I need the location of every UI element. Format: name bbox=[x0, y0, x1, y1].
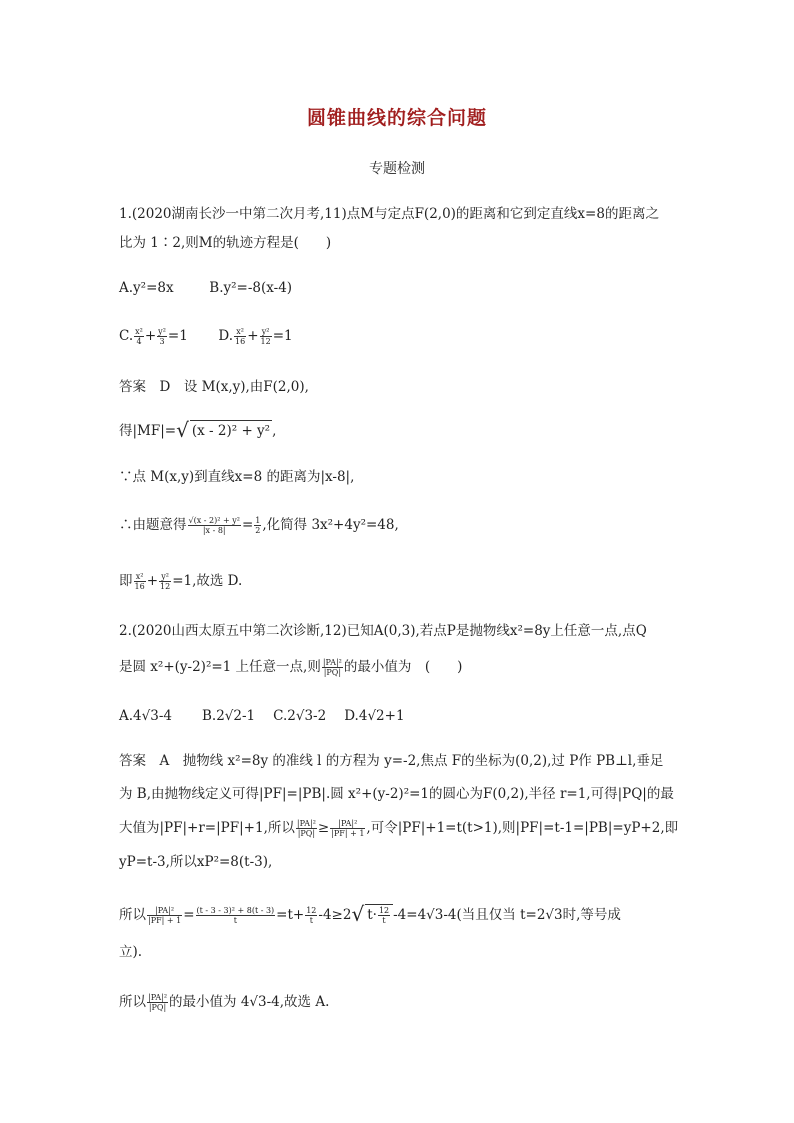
q1-option-c: C. $\frac{\text{x²}}{4}$ + $\frac{\text{y²}}{3}$ =1 bbox=[119, 327, 188, 346]
q1-line1: 1.(2020湖南长沙一中第二次月考,11)点M与定点F(2,0)的距离和它到定直线x=8的距离之 bbox=[119, 206, 659, 222]
q1-option-d: D. $\frac{\text{x²}}{16}$ + $\frac{\text{y²}}{12}$ =1 bbox=[218, 327, 293, 346]
q1-answer-line5: 即 $\frac{\text{x²}}{16}$ + $\frac{\text{y²}}{12}$ =1,故选 D. bbox=[119, 572, 243, 591]
q2-answer-line6: 立). bbox=[119, 944, 143, 960]
q1-answer-line1: 答案 D 设 M(x,y),由F(2,0), bbox=[119, 379, 309, 395]
q2-answer-line7: 所以 $\frac{\text{|PA|²}}{|PQ|}$ 的最小值为 4√3-4,故选 A. bbox=[119, 993, 330, 1012]
q1-options-cd bbox=[119, 326, 293, 346]
q1-answer-line2: 得|MF|=√ (x - 2)² + y² , bbox=[119, 418, 277, 442]
q2-option-d: D.4√2+1 bbox=[344, 708, 405, 724]
q2-answer-line5: 所以 $\frac{\text{|PA|²}}{|PF| + 1}$ = $\frac{\text{(t - 3 - 3)² + 8(t - 3)}}{t}$ =t+ $\frac{12}{t}$ -4≥2√ t· $\frac{12}{t}$ -4=4√3-4(当且仅当 t=2√3时,等号成 bbox=[119, 902, 621, 926]
page-title: 圆锥曲线的综合问题 bbox=[306, 107, 487, 129]
q2-line1: 2.(2020山西太原五中第二次诊断,12)已知A(0,3),若点P是抛物线x²=8y上任意一点,点Q bbox=[119, 623, 647, 639]
q2-option-c: C.2√3-2 bbox=[273, 708, 327, 724]
page-subtitle: 专题检测 bbox=[369, 161, 425, 177]
q2-line2: 是圆 x²+(y-2)²=1 上任意一点,则 $\frac{\text{|PA|²}}{|PQ|}$ 的最小值为 ( ) bbox=[119, 658, 463, 677]
q1-line2: 比为 1∶2,则M的轨迹方程是( ) bbox=[119, 235, 332, 251]
q2-answer-line4: yP=t-3,所以xP²=8(t-3), bbox=[119, 854, 273, 870]
q2-option-a: A.4√3-4 bbox=[119, 708, 172, 724]
q2-options bbox=[119, 706, 435, 726]
q1-option-a: A.y²=8x bbox=[119, 280, 174, 296]
q1-options-ab bbox=[119, 278, 292, 298]
q2-answer-line2: 为 B,由抛物线定义可得|PF|=|PB|.圆 x²+(y-2)²=1的圆心为F(0,2),半径 r=1,可得|PQ|的最 bbox=[119, 786, 674, 802]
q1-answer-line3: ∵点 M(x,y)到直线x=8 的距离为|x-8|, bbox=[119, 469, 355, 485]
q2-option-b: B.2√2-1 bbox=[201, 708, 256, 724]
q2-answer-line3: 大值为|PF|+r=|PF|+1,所以 $\frac{\text{|PA|²}}{|PQ|}$ ≥ $\frac{\text{|PA|²}}{|PF| + 1}$ ,可令|PF|+1=t(t>1),则|PF|=t-1=|PB|=yP+2,即 bbox=[119, 819, 679, 838]
q1-option-b: B.y²=-8(x-4) bbox=[209, 280, 293, 296]
q2-answer-line1: 答案 A 抛物线 x²=8y 的准线 l 的方程为 y=-2,焦点 F的坐标为(0,2),过 P作 PB⊥l,垂足 bbox=[119, 753, 664, 769]
q1-answer-line4: ∴由题意得 $\frac{\text{√(x - 2)² + y²}}{|x - 8|}$ = $\frac{1}{2}$ ,化简得 3x²+4y²=48, bbox=[119, 516, 399, 535]
